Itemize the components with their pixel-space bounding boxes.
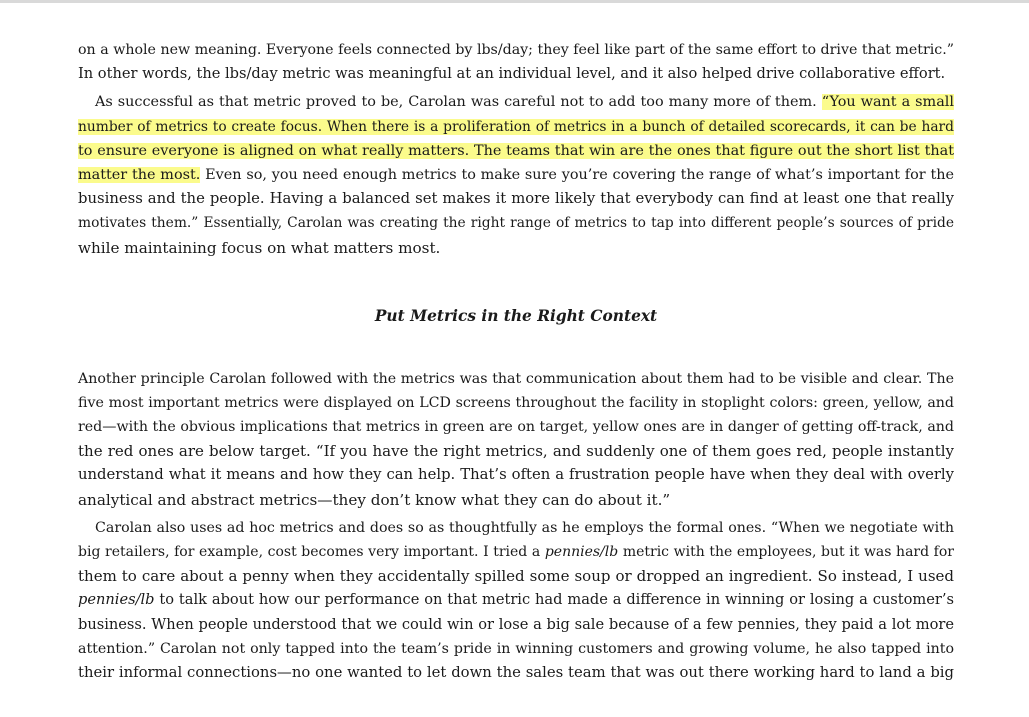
text-line (78, 163, 954, 187)
text-line: analytical and abstract metrics—they don’t know what they can do about it.” (78, 490, 671, 509)
plain-text: As successful as that metric proved to be, Carolan was careful not to add too many more of them. (95, 94, 817, 111)
text-line: red—with the obvious implications that metrics in green are on target, yellow ones are in danger of getting off-track, and (78, 419, 954, 436)
document-page (78, 38, 954, 685)
text-line: on a whole new meaning. Everyone feels connected by lbs/day; they feel like part of the same effort to drive that metric.” (78, 42, 954, 58)
plain-text: big retailers, for example, cost becomes very important. I tried a (78, 544, 541, 560)
text-line: while maintaining focus on what matters most. (78, 238, 441, 257)
highlighted-text: to ensure everyone is aligned on what really matters. The teams that win are the ones that figure out the short list that (78, 142, 954, 159)
text-line: the red ones are below target. “If you have the right metrics, and suddenly one of them goes red, people instantly (78, 442, 954, 461)
text-line: five most important metrics were displayed on LCD screens throughout the facility in stoplight colors: green, yellow, and (78, 394, 954, 411)
paragraph-3 (78, 367, 954, 512)
text-line (78, 115, 954, 139)
text-line (78, 139, 954, 163)
text-line: them to care about a penny when they accidentally spilled some soup or dropped an ingredient. So instead, I used (78, 567, 954, 586)
text-line: business and the people. Having a balanced set makes it more likely that everybody can find at least one that really (78, 190, 954, 208)
text-line: understand what it means and how they can help. That’s often a frustration people have when they deal with overly (78, 466, 954, 484)
text-line: business. When people understood that we could win or lose a big sale because of a few pennies, they paid a lot more (78, 615, 954, 633)
text-line: In other words, the lbs/day metric was meaningful at an individual level, and it also helped drive collaborative effort. (78, 65, 946, 83)
page-top-border (0, 0, 1029, 3)
text-line (78, 588, 954, 612)
plain-text: to talk about how our performance on that metric had made a difference in winning or losing a customer’s (159, 591, 955, 609)
highlighted-text: number of metrics to create focus. When there is a proliferation of metrics in a bunch of detailed scorecards, it can be hard (78, 118, 954, 135)
section-heading: Put Metrics in the Right Context (374, 306, 658, 325)
text-line: attention.” Carolan not only tapped into the team’s pride in winning customers and growing volume, he also tapped into (78, 640, 954, 657)
text-line (78, 540, 954, 564)
highlighted-text: matter the most. (78, 166, 201, 183)
text-line (78, 90, 954, 114)
text-line: Another principle Carolan followed with the metrics was that communication about them had to be visible and clear. The (78, 370, 954, 387)
paragraph-1 (78, 38, 954, 86)
italic-text: pennies/lb (544, 544, 619, 560)
text-line: Carolan also uses ad hoc metrics and does so as thoughtfully as he employs the formal ones. “When we negotiate with (95, 519, 954, 536)
plain-text: metric with the employees, but it was hard for (622, 544, 954, 560)
paragraph-2 (78, 90, 954, 259)
paragraph-4 (78, 516, 954, 685)
highlighted-text: “You want a small (821, 94, 954, 111)
italic-text: pennies/lb (78, 591, 155, 609)
plain-text: Even so, you need enough metrics to make sure you’re covering the range of what’s important for the (205, 166, 955, 183)
text-line: motivates them.” Essentially, Carolan was creating the right range of metrics to tap into different people’s sources of pride (78, 215, 954, 232)
text-line: their informal connections—no one wanted to let down the sales team that was out there working hard to land a big (78, 663, 954, 681)
